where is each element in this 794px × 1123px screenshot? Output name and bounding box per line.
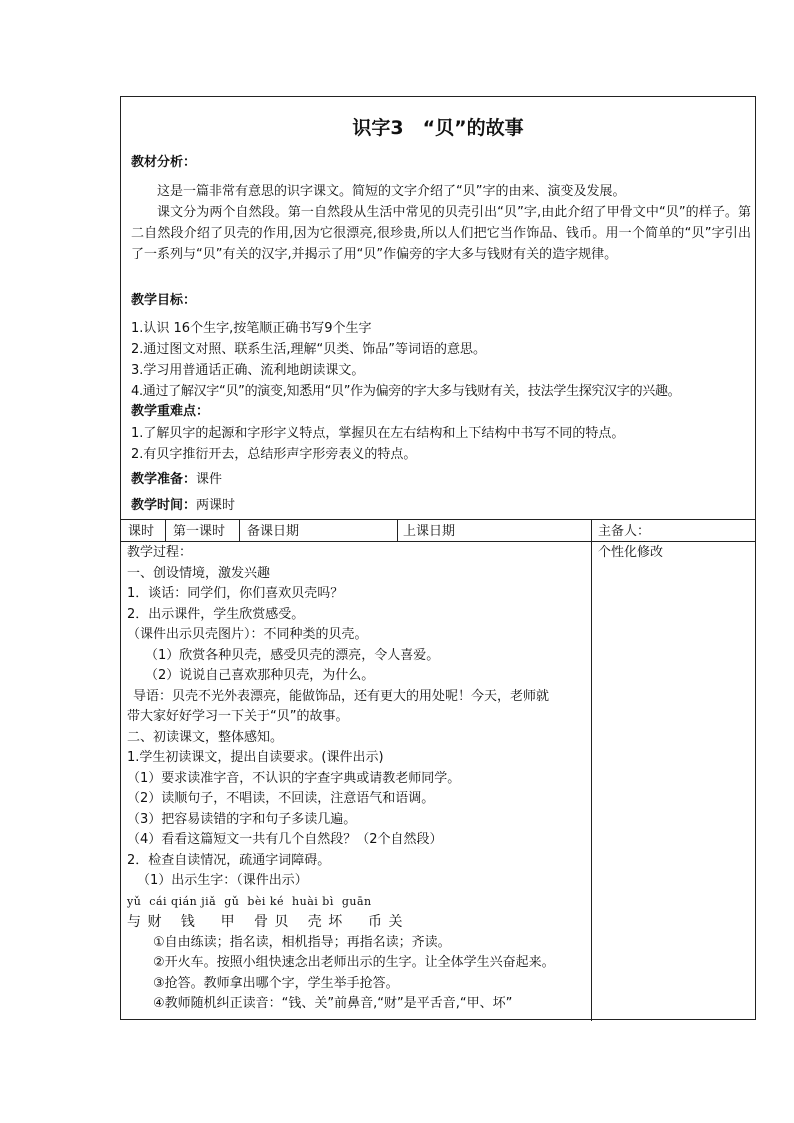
goal-item: 3.学习用普通话正确、流利地朗读课文。 — [131, 363, 365, 378]
keypoints-heading: 教学重难点： — [131, 404, 210, 419]
analysis-paragraph-2: 课文分为两个自然段。第一自然段从生活中常见的贝壳引出“贝”字,由此介绍了甲骨文中“贝”的样子。第二自然段介绍了贝壳的作用,因为它很漂亮,很珍贵,所以人们把它当作饰品、钱币。用一个简单的“贝”字引出了一系列与“贝”有关的汉字,并揭示了用“贝”作偏旁的字大多与钱财有关的造字规律。 — [131, 205, 751, 262]
process-line: 导语：贝壳不光外表漂亮，能做饰品，还有更大的用处呢！今天，老师就 — [133, 688, 550, 704]
lesson-plan-table — [120, 96, 756, 1020]
keypoint-item: 1.了解贝字的起源和字形字义特点，掌握贝在左右结构和上下结构中书写不同的特点。 — [131, 426, 625, 441]
process-line: 带大家好好学习一下关于“贝”的故事。 — [127, 709, 349, 724]
side-note: 个性化修改 — [598, 545, 664, 560]
process-line: （1）要求读准字音，不认识的字查字典或请教老师同学。 — [127, 770, 461, 786]
header-cell-class-date: 上课日期 — [403, 524, 456, 539]
process-line: （2）说说自己喜欢那种贝壳，为什么。 — [145, 668, 375, 683]
process-line: （4）看看这篇短文一共有几个自然段？（2个自然段） — [127, 832, 443, 847]
column-divider — [239, 519, 240, 541]
process-line: 二、初读课文，整体感知。 — [127, 729, 284, 745]
process-line: 1．谈话：同学们，你们喜欢贝壳吗？ — [127, 586, 344, 601]
page-title: 识字3 “贝”的故事 — [352, 117, 524, 139]
process-line: （1）出示生字：（课件出示） — [137, 873, 308, 888]
process-line: （2）读顺句子，不唱读，不回读，注意语气和语调。 — [127, 791, 435, 806]
process-line: （1）欣赏各种贝壳，感受贝壳的漂亮，令人喜爱。 — [145, 647, 440, 663]
goal-item: 4.通过了解汉字“贝”的演变,知悉用“贝”作为偏旁的字大多与钱财有关，技法学生探究汉字的兴趣。 — [131, 384, 681, 399]
process-line: 教学过程： — [127, 545, 193, 560]
analysis-heading: 教材分析： — [131, 155, 197, 170]
process-line: 2．检查自读情况，疏通字词障碍。 — [127, 852, 331, 868]
column-divider — [165, 519, 166, 541]
goal-item: 2.通过图文对照、联系生活,理解“贝类、饰品”等词语的意思。 — [131, 342, 487, 357]
new-characters-line: 与 财 钱 甲 骨 贝 壳 坏 币 关 — [127, 914, 403, 930]
prep-label: 教学准备： — [131, 472, 197, 487]
header-cell-period: 课时 — [128, 524, 155, 539]
header-cell-prep-date: 备课日期 — [247, 524, 300, 539]
process-line: （课件出示贝壳图片）：不同种类的贝壳。 — [127, 627, 368, 642]
process-line: 一、创设情境，激发兴趣 — [127, 565, 271, 581]
pinyin-line: yǔ cái qián jiǎ gǔ bèi ké huài bì guān — [127, 894, 372, 908]
row-divider — [121, 519, 755, 520]
process-line: 1.学生初读课文，提出自读要求。(课件出示) — [127, 750, 384, 765]
goals-heading: 教学目标： — [131, 293, 197, 308]
column-divider — [397, 519, 398, 541]
process-line: （3）把容易读错的字和句子多读几遍。 — [127, 811, 357, 827]
teaching-process — [127, 543, 587, 1015]
process-line: ④教师随机纠正读音：“钱、关”前鼻音,“财”是平舌音,“甲、坏” — [153, 996, 513, 1011]
header-cell-preparer: 主备人： — [598, 524, 651, 539]
keypoint-item: 2.有贝字推衍开去，总结形声字形旁表义的特点。 — [131, 447, 417, 462]
analysis-paragraph-1: 这是一篇非常有意思的识字课文。简短的文字介绍了“贝”字的由来、演变及发展。 — [157, 184, 626, 199]
process-line: ②开火车。按照小组快速念出老师出示的生字。让全体学生兴奋起来。 — [153, 955, 555, 970]
header-cell-lesson: 第一课时 — [173, 524, 226, 539]
prep-value: 课件 — [196, 472, 223, 487]
process-line: ①自由练读；指名读，相机指导；再指名读；齐读。 — [153, 934, 451, 950]
goal-item: 1.认识 16个生字,按笔顺正确书写9个生字 — [131, 321, 372, 336]
process-line: 2．出示课件，学生欣赏感受。 — [127, 606, 305, 622]
process-line: ③抢答。教师拿出哪个字，学生举手抢答。 — [153, 975, 399, 991]
column-divider — [591, 519, 592, 1021]
time-value: 两课时 — [196, 498, 236, 513]
time-label: 教学时间： — [131, 498, 197, 513]
